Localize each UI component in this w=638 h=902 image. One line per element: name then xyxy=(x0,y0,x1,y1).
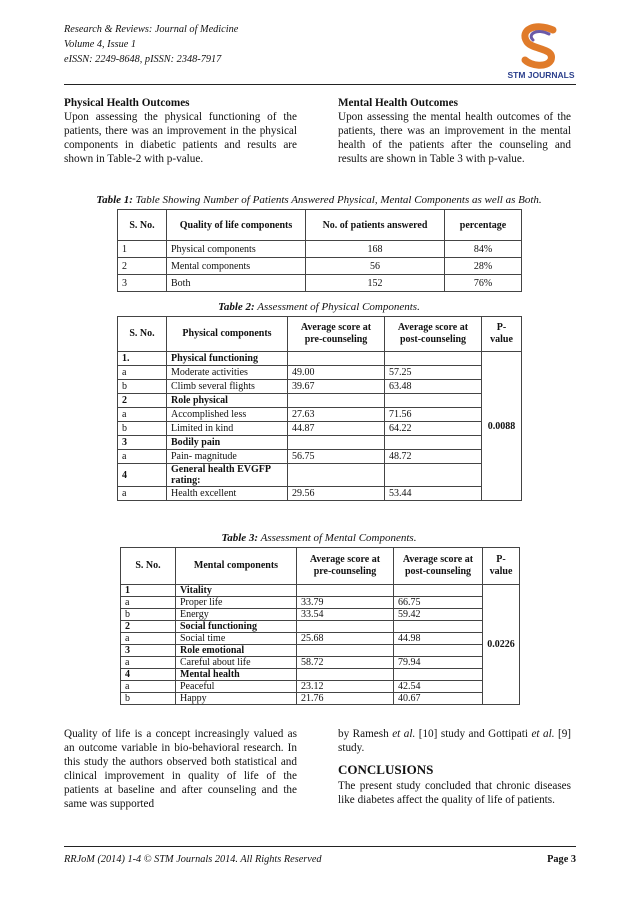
table-row xyxy=(121,597,520,609)
stm-journals-logo xyxy=(505,20,577,82)
table-cell: Both xyxy=(167,275,306,292)
p-value-cell: 0.0088 xyxy=(482,352,522,501)
stm-logo-icon xyxy=(505,20,577,82)
table-row xyxy=(121,669,520,681)
table-header: Average score at post-counseling xyxy=(394,548,483,585)
table-row xyxy=(121,585,520,597)
table-cell: 63.48 xyxy=(385,380,482,394)
table-cell: b xyxy=(118,422,167,436)
table-header: Average score at pre-counseling xyxy=(288,317,385,352)
footer-rule xyxy=(64,846,576,847)
table-cell: 44.87 xyxy=(288,422,385,436)
table-cell: Limited in kind xyxy=(167,422,288,436)
table-cell: 59.42 xyxy=(394,609,483,621)
table-cell xyxy=(297,669,394,681)
header-rule xyxy=(64,84,576,85)
table-cell: Role physical xyxy=(167,394,288,408)
table-header: Average score at post-counseling xyxy=(385,317,482,352)
table-header: S. No. xyxy=(121,548,176,585)
table-cell xyxy=(288,464,385,487)
table-cell: 58.72 xyxy=(297,657,394,669)
table-cell: 57.25 xyxy=(385,366,482,380)
table-cell: 21.76 xyxy=(297,693,394,705)
table-cell: 1 xyxy=(121,585,176,597)
table-cell: 3 xyxy=(118,436,167,450)
table-cell: 71.56 xyxy=(385,408,482,422)
table1-caption: Table 1: Table Showing Number of Patients Answered Physical, Mental Components as well as Both. xyxy=(96,194,542,206)
table-row xyxy=(121,633,520,645)
table-cell: 40.67 xyxy=(394,693,483,705)
table-row xyxy=(118,241,522,258)
table-cell: b xyxy=(121,693,176,705)
table1 xyxy=(117,209,522,292)
table-header: Quality of life components xyxy=(167,210,306,241)
table-cell: Careful about life xyxy=(176,657,297,669)
table-cell: 76% xyxy=(445,275,522,292)
table-cell xyxy=(385,436,482,450)
table-cell: 39.67 xyxy=(288,380,385,394)
table3-caption: Table 3: Assessment of Mental Components. xyxy=(221,532,417,544)
table-row xyxy=(118,258,522,275)
table-cell: 29.56 xyxy=(288,487,385,501)
table-cell: 23.12 xyxy=(297,681,394,693)
footer-citation: RRJoM (2014) 1-4 © STM Journals 2014. All Rights Reserved xyxy=(64,854,322,865)
table2 xyxy=(117,316,522,501)
table-cell: Energy xyxy=(176,609,297,621)
table-cell: 66.75 xyxy=(394,597,483,609)
journal-name: Research & Reviews: Journal of Medicine xyxy=(64,24,239,35)
table-cell: 79.94 xyxy=(394,657,483,669)
table-cell: 2 xyxy=(121,621,176,633)
table-cell: 53.44 xyxy=(385,487,482,501)
table-cell: b xyxy=(118,380,167,394)
section-heading: Mental Health Outcomes xyxy=(338,97,458,109)
table-cell: 168 xyxy=(306,241,445,258)
table-row xyxy=(118,464,522,487)
section-heading: Physical Health Outcomes xyxy=(64,97,190,109)
table-cell: 27.63 xyxy=(288,408,385,422)
table-header: Mental components xyxy=(176,548,297,585)
table-cell: 84% xyxy=(445,241,522,258)
table-row xyxy=(118,380,522,394)
table-cell xyxy=(288,394,385,408)
table-cell xyxy=(297,645,394,657)
table-cell xyxy=(394,669,483,681)
table-cell: Social time xyxy=(176,633,297,645)
table-cell xyxy=(385,464,482,487)
paragraph-text: Quality of life is a concept increasingly valued as an outcome variable in bio-behavioral research. In this study the authors observed both statistical and clinical improvement in quality of life of the patients at baseline and after counseling and the same was supported xyxy=(64,728,297,810)
table-cell: 33.54 xyxy=(297,609,394,621)
table-cell: a xyxy=(121,597,176,609)
table-cell xyxy=(297,621,394,633)
table-row xyxy=(118,366,522,380)
discussion-paragraph xyxy=(64,727,297,811)
table-row xyxy=(121,645,520,657)
table-cell: 64.22 xyxy=(385,422,482,436)
table-row xyxy=(118,487,522,501)
physical-outcomes-section xyxy=(64,96,297,166)
logo-text: STM JOURNALS xyxy=(507,70,575,80)
table-cell: 48.72 xyxy=(385,450,482,464)
table-row xyxy=(121,621,520,633)
table-cell: a xyxy=(121,657,176,669)
paragraph-text: by Ramesh et al. [10] study and Gottipati et al. [9] study. xyxy=(338,728,572,754)
table-cell xyxy=(288,352,385,366)
table-cell xyxy=(394,621,483,633)
table-cell: Role emotional xyxy=(176,645,297,657)
table-row xyxy=(121,693,520,705)
table3 xyxy=(120,547,520,705)
table-cell: 3 xyxy=(118,275,167,292)
table-cell: General health EVGFP rating: xyxy=(167,464,288,487)
table-cell: Climb several flights xyxy=(167,380,288,394)
table-cell: a xyxy=(118,450,167,464)
table-cell: 56.75 xyxy=(288,450,385,464)
section-body: Upon assessing the physical functioning of the patients, there was an improvement in the physical components in diabetic patients and results are shown in Table-2 with p-value. xyxy=(64,111,297,165)
table-cell xyxy=(288,436,385,450)
conclusions-body: The present study concluded that chronic diseases like diabetes affect the quality of life of patients. xyxy=(338,780,571,806)
table-header: S. No. xyxy=(118,317,167,352)
table-cell: 1 xyxy=(118,241,167,258)
table-row xyxy=(118,408,522,422)
table-cell: Physical functioning xyxy=(167,352,288,366)
table-cell: 44.98 xyxy=(394,633,483,645)
table-header: P-value xyxy=(482,317,522,352)
table-cell: 25.68 xyxy=(297,633,394,645)
table-row xyxy=(121,657,520,669)
p-value-cell: 0.0226 xyxy=(483,585,520,705)
table-cell: 33.79 xyxy=(297,597,394,609)
table-cell: a xyxy=(118,366,167,380)
table-cell xyxy=(385,394,482,408)
table-row xyxy=(121,681,520,693)
table-cell: a xyxy=(121,633,176,645)
table-cell: 4 xyxy=(118,464,167,487)
table-row xyxy=(118,394,522,408)
table-cell: Social functioning xyxy=(176,621,297,633)
table-cell: Vitality xyxy=(176,585,297,597)
conclusions-heading: CONCLUSIONS xyxy=(338,762,434,777)
table-cell: Health excellent xyxy=(167,487,288,501)
table-cell: 152 xyxy=(306,275,445,292)
table-cell: Happy xyxy=(176,693,297,705)
table-cell: 42.54 xyxy=(394,681,483,693)
table-cell: 2 xyxy=(118,258,167,275)
table-cell: a xyxy=(121,681,176,693)
table-cell: a xyxy=(118,487,167,501)
footer xyxy=(64,854,576,865)
table-cell: Mental components xyxy=(167,258,306,275)
mental-outcomes-section xyxy=(338,96,571,166)
table-header: No. of patients answered xyxy=(306,210,445,241)
table-cell: a xyxy=(118,408,167,422)
running-header xyxy=(64,22,238,67)
table-cell: 1. xyxy=(118,352,167,366)
table-header: P-value xyxy=(483,548,520,585)
table-cell: Moderate activities xyxy=(167,366,288,380)
table-cell: Proper life xyxy=(176,597,297,609)
table-header: S. No. xyxy=(118,210,167,241)
table-row xyxy=(118,450,522,464)
section-body: Upon assessing the mental health outcomes of the patients, there was an improvement in the mental health of the patients after the counseling and results are shown in Table 3 with p-value. xyxy=(338,111,571,165)
table-header: percentage xyxy=(445,210,522,241)
table-row xyxy=(118,422,522,436)
volume-issue: Volume 4, Issue 1 xyxy=(64,39,137,50)
table-cell: 49.00 xyxy=(288,366,385,380)
table-cell xyxy=(394,585,483,597)
table-cell: 28% xyxy=(445,258,522,275)
table-row xyxy=(121,609,520,621)
table-row xyxy=(118,352,522,366)
table-cell: Pain- magnitude xyxy=(167,450,288,464)
table-cell xyxy=(297,585,394,597)
table-cell xyxy=(385,352,482,366)
table2-caption: Table 2: Assessment of Physical Components. xyxy=(218,301,420,313)
table-cell: Physical components xyxy=(167,241,306,258)
table-cell: Mental health xyxy=(176,669,297,681)
table-cell: Peaceful xyxy=(176,681,297,693)
table-row xyxy=(118,436,522,450)
discussion-continued xyxy=(338,727,571,807)
table-cell: Bodily pain xyxy=(167,436,288,450)
table-cell: 2 xyxy=(118,394,167,408)
issn: eISSN: 2249-8648, pISSN: 2348-7917 xyxy=(64,54,222,65)
table-header: Physical components xyxy=(167,317,288,352)
table-header: Average score at pre-counseling xyxy=(297,548,394,585)
page-number: Page 3 xyxy=(547,854,576,865)
table-cell: 56 xyxy=(306,258,445,275)
table-cell: 3 xyxy=(121,645,176,657)
table-cell xyxy=(394,645,483,657)
table-cell: 4 xyxy=(121,669,176,681)
table-cell: b xyxy=(121,609,176,621)
table-cell: Accomplished less xyxy=(167,408,288,422)
table-row xyxy=(118,275,522,292)
